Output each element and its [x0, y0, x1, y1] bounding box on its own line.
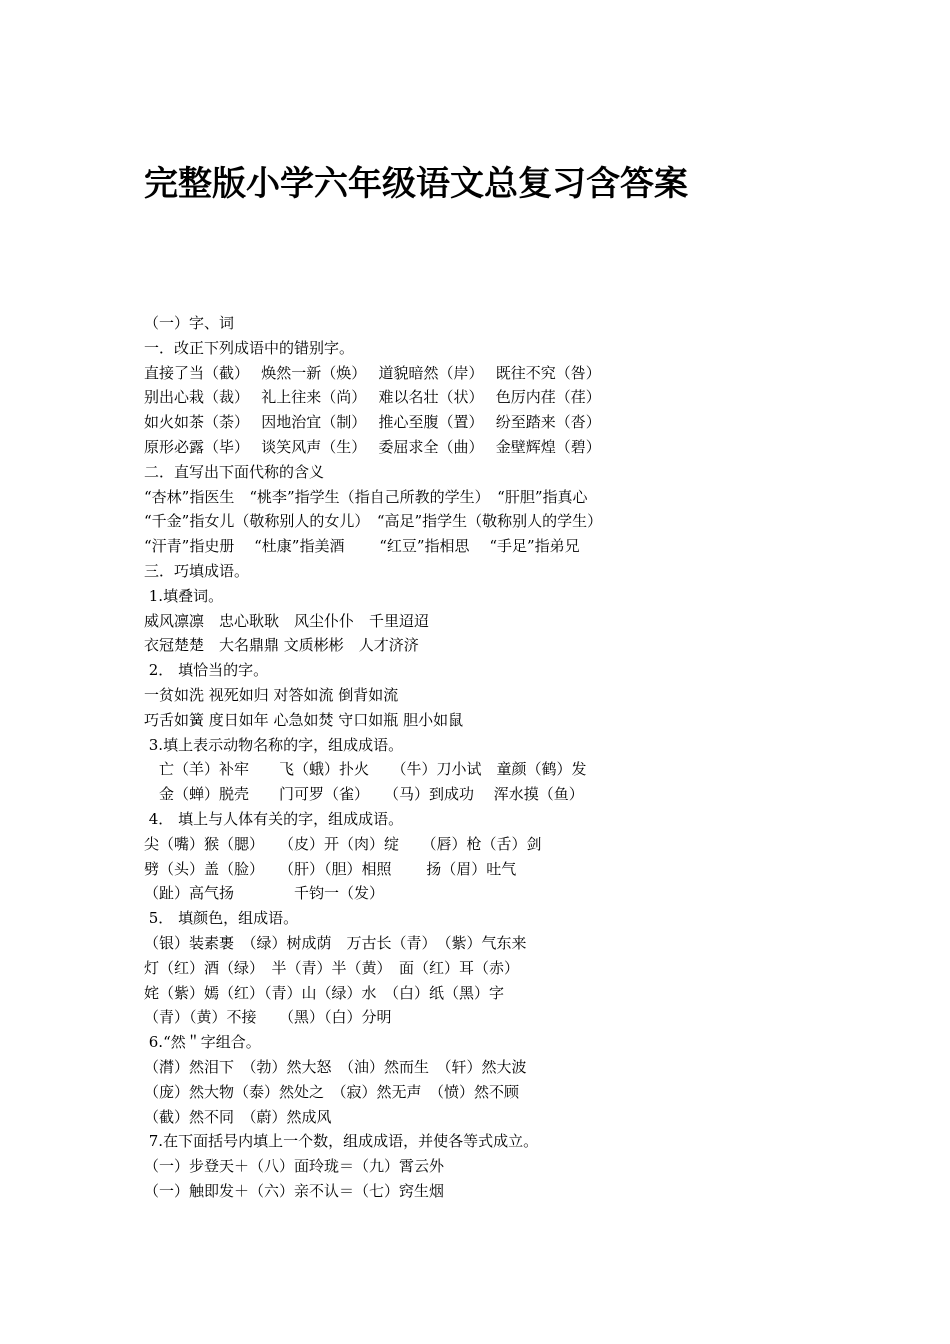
text-line: 一贫如洗 视死如归 对答如流 倒背如流	[144, 685, 399, 704]
text-line: （潸）然泪下 （勃）然大怒 （油）然而生 （轩）然大波	[144, 1057, 527, 1076]
text-line: “千金”指女儿（敬称别人的女儿） “高足”指学生（敬称别人的学生）	[144, 512, 603, 531]
text-line: （一）字、词	[144, 314, 235, 332]
text-line: （青）（黄）不接 （黑）（白）分明	[144, 1008, 392, 1027]
text-line: 1.填叠词。	[144, 586, 224, 605]
text-line: 4． 填上与人体有关的字，组成成语。	[144, 809, 404, 828]
text-line: 6.“然＂字组合。	[144, 1033, 261, 1052]
text-line: 劈（头）盖（脸） （肝）（胆）相照 扬（眉）吐气	[144, 859, 517, 878]
text-line: “杏林”指医生 “桃李”指学生（指自己所教的学生） “肝胆”指真心	[144, 487, 588, 506]
text-line: 衣冠楚楚 大名鼎鼎 文质彬彬 人才济济	[144, 636, 419, 655]
text-line: 2． 填恰当的字。	[144, 661, 269, 680]
text-line: 灯（红）酒（绿） 半（青）半（黄） 面（红）耳（赤）	[144, 958, 520, 977]
text-line: 一．改正下列成语中的错别字。	[144, 338, 355, 357]
text-line: （截）然不同 （蔚）然成风	[144, 1107, 332, 1126]
text-line: 7.在下面括号内填上一个数，组成成语，并使各等式成立。	[144, 1132, 539, 1151]
document-body	[144, 311, 864, 1204]
text-line: 尖（嘴）猴（腮） （皮）开（肉）绽 （唇）枪（舌）剑	[144, 834, 542, 853]
text-line: 姹（紫）嫣（红）（青）山（绿）水 （白）纸（黑）字	[144, 983, 505, 1002]
text-line: （庞）然大物（泰）然处之 （寂）然无声 （愤）然不顾	[144, 1082, 520, 1101]
text-line: 直接了当（截） 焕然一新（焕） 道貌暗然（岸） 既往不究（咎）	[144, 363, 601, 382]
text-line: 5． 填颜色，组成语。	[144, 909, 299, 928]
text-line: （趾）高气扬 千钧一（发）	[144, 884, 385, 903]
text-line: 三．巧填成语。	[144, 561, 250, 580]
text-line: 威风凛凛 忠心耿耿 风尘仆仆 千里迢迢	[144, 611, 430, 630]
text-line: 金（蝉）脱壳 门可罗（雀） （马）到成功 浑水摸（鱼）	[144, 785, 584, 804]
text-line: 3.填上表示动物名称的字，组成成语。	[144, 735, 404, 754]
text-line: 别出心栽（裁） 礼上往来（尚） 难以名壮（状） 色厉内荏（荏）	[144, 388, 601, 407]
text-line: “汗青”指史册 “杜康”指美酒 “红豆”指相思 “手足”指弟兄	[144, 537, 580, 556]
text-line: （一）步登天＋（八）面玲珑＝（九）霄云外	[144, 1157, 445, 1176]
text-line: （银）装素裹 （绿）树成荫 万古长（青） （紫）气东来	[144, 933, 527, 952]
text-line: 亡（羊）补牢 飞（蛾）扑火 （牛）刀小试 童颜（鹤）发	[144, 760, 587, 779]
text-line: （一）触即发＋（六）亲不认＝（七）窍生烟	[144, 1181, 445, 1200]
text-line: 原形必露（毕） 谈笑风声（生） 委屈求全（曲） 金壁辉煌（碧）	[144, 437, 601, 456]
document-title: 完整版小学六年级语文总复习含答案	[144, 164, 688, 204]
text-line: 二．直写出下面代称的含义	[144, 462, 325, 481]
text-line: 如火如茶（荼） 因地治宜（制） 推心至腹（置） 纷至踏来（沓）	[144, 413, 601, 432]
text-line: 巧舌如簧 度日如年 心急如焚 守口如瓶 胆小如鼠	[144, 710, 464, 729]
